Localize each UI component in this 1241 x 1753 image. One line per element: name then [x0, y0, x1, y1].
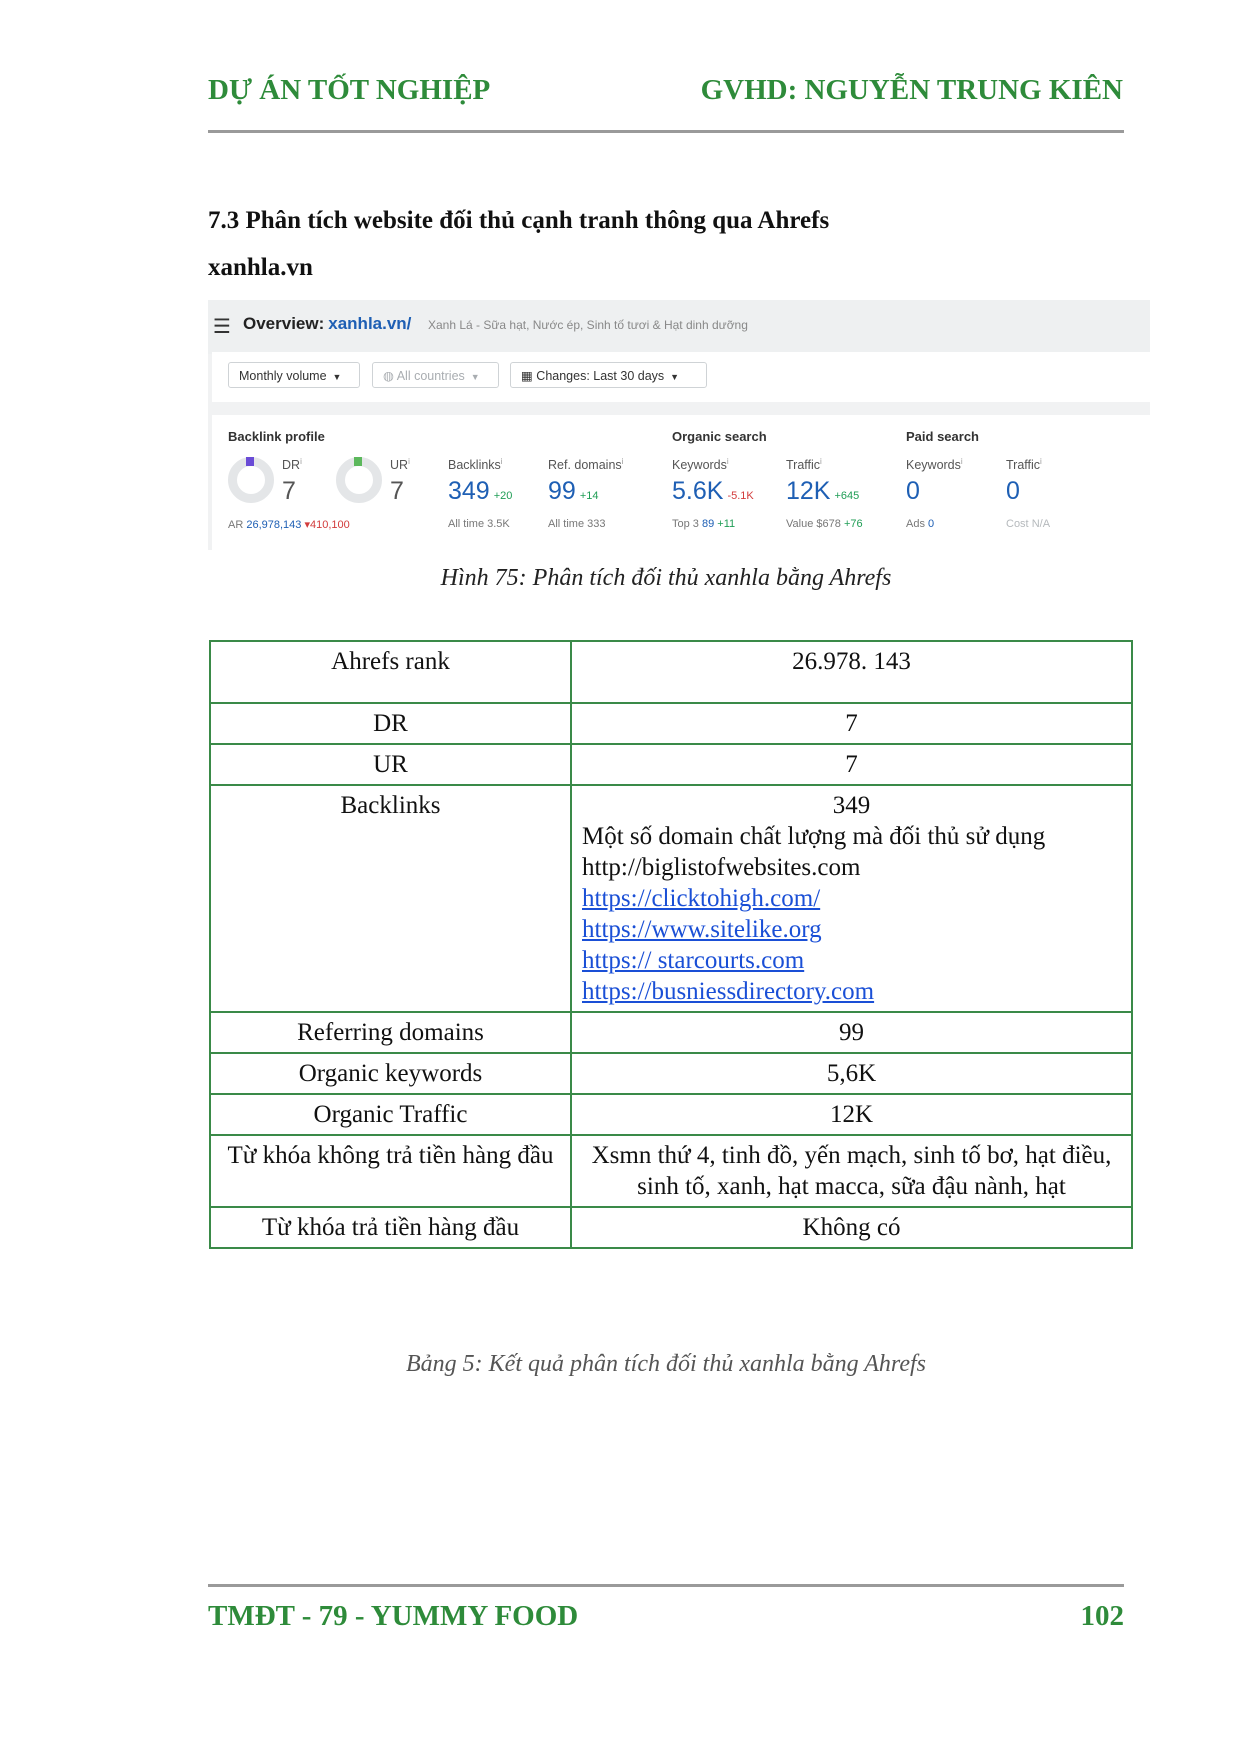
footer-divider — [208, 1584, 1124, 1587]
globe-icon: ◍ — [383, 369, 397, 383]
refdomains-alltime: All time 333 — [548, 518, 606, 530]
chevron-down-icon: ▼ — [332, 372, 342, 382]
ur-value: 7 — [390, 477, 404, 505]
row-label: Referring domains — [210, 1012, 571, 1053]
row-label: DR — [210, 703, 571, 744]
backlink-domain-link[interactable]: https://www.sitelike.org — [582, 916, 822, 943]
countries-dropdown[interactable]: ◍ All countries ▼ — [372, 362, 499, 388]
ur-donut-chart — [336, 457, 382, 503]
metrics-panel — [212, 415, 1150, 550]
figure-caption: Hình 75: Phân tích đối thủ xanhla bằng Ahrefs — [440, 565, 892, 591]
row-value: 99 — [571, 1012, 1132, 1053]
organic-keywords-label: Keywords$^i$ — [672, 457, 729, 473]
dr-value: 7 — [282, 477, 296, 505]
overview-description: Xanh Lá - Sữa hạt, Nước ép, Sinh tố tươi & Hạt dinh dưỡng — [428, 318, 748, 332]
results-table — [209, 640, 1133, 1249]
table-row — [210, 1094, 1132, 1135]
section-subheading: xanhla.vn — [208, 254, 313, 281]
dr-donut-segment — [246, 457, 254, 466]
organic-keywords-value[interactable]: 5.6K -5.1K — [672, 477, 754, 505]
paid-traffic-label: Traffic$^i$ — [1006, 457, 1042, 473]
info-icon: i — [500, 457, 503, 466]
table-row — [210, 1053, 1132, 1094]
header-divider — [208, 130, 1124, 133]
section-heading: 7.3 Phân tích website đối thủ cạnh tranh thông qua Ahrefs — [208, 207, 830, 234]
row-label: Ahrefs rank — [210, 641, 571, 703]
backlinks-count: 349 — [832, 792, 871, 819]
backlink-domain-link[interactable]: https:// starcourts.com — [582, 947, 805, 974]
backlink-domain-link[interactable]: https://clicktohigh.com/ — [582, 885, 821, 912]
backlinks-value[interactable]: 349 +20 — [448, 477, 513, 505]
backlink-profile-title: Backlink profile — [228, 429, 325, 444]
refdomains-label: Ref. domains$^i$ — [548, 457, 624, 473]
row-label: Từ khóa không trả tiền hàng đầu — [210, 1135, 571, 1207]
row-value: 12K — [571, 1094, 1132, 1135]
changes-dropdown[interactable]: ▦ Changes: Last 30 days ▼ — [510, 362, 707, 388]
organic-traffic-label: Traffic$^i$ — [786, 457, 822, 473]
refdomains-value[interactable]: 99 +14 — [548, 477, 599, 505]
row-value: 7 — [571, 744, 1132, 785]
table-row — [210, 1207, 1132, 1248]
paid-ads: Ads 0 — [906, 518, 935, 530]
table-row — [210, 744, 1132, 785]
footer-project-name: TMĐT - 79 - YUMMY FOOD — [208, 1600, 579, 1632]
paid-cost: Cost N/A — [1006, 518, 1051, 530]
organic-traffic-value-usd: Value $678 +76 — [786, 518, 863, 530]
filter-bar — [212, 352, 1150, 402]
ahrefs-overview-screenshot — [208, 300, 1150, 550]
info-icon: i — [960, 457, 963, 466]
ar-rank: AR 26,978,143 ▾410,100 — [228, 519, 350, 531]
page-footer — [208, 1600, 1124, 1640]
menu-icon: ☰ — [213, 316, 231, 338]
paid-keywords-value[interactable]: 0 — [906, 477, 920, 505]
calendar-icon: ▦ — [521, 369, 537, 383]
overview-bar — [208, 300, 1150, 354]
backlink-domain-links — [582, 883, 1121, 1007]
info-icon: i — [621, 457, 624, 466]
organic-top3: Top 3 89 +11 — [672, 518, 736, 530]
row-value: 26.978. 143 — [571, 641, 1132, 703]
row-label: Backlinks — [210, 785, 571, 1012]
table-row — [210, 703, 1132, 744]
backlinks-detail — [571, 785, 1132, 1012]
row-value: Không có — [571, 1207, 1132, 1248]
table-caption: Bảng 5: Kết quả phân tích đối thủ xanhla bằng Ahrefs — [406, 1351, 926, 1377]
paid-traffic-value[interactable]: 0 — [1006, 477, 1020, 505]
backlinks-alltime: All time 3.5K — [448, 518, 510, 530]
backlinks-label: Backlinks$^i$ — [448, 457, 503, 473]
backlink-domain-plain: http://biglistofwebsites.com — [582, 854, 861, 881]
info-icon: i — [726, 457, 729, 466]
row-label: UR — [210, 744, 571, 785]
row-label: Organic Traffic — [210, 1094, 571, 1135]
row-label: Từ khóa trả tiền hàng đầu — [210, 1207, 571, 1248]
ur-label: $UR^i$ — [390, 457, 410, 473]
dr-donut-chart — [228, 457, 274, 503]
paid-keywords-label: Keywords$^i$ — [906, 457, 963, 473]
paid-search-title: Paid search — [906, 429, 979, 444]
organic-traffic-value[interactable]: 12K +645 — [786, 477, 860, 505]
row-value: 7 — [571, 703, 1132, 744]
overview-domain: xanhla.vn/ — [328, 314, 412, 333]
row-value: 5,6K — [571, 1053, 1132, 1094]
monthly-volume-dropdown[interactable]: Monthly volume ▼ — [228, 362, 360, 388]
overview-title: Overview: xanhla.vn/ — [243, 314, 412, 333]
organic-search-title: Organic search — [672, 429, 767, 444]
info-icon: i — [820, 457, 822, 466]
table-row — [210, 1012, 1132, 1053]
ur-donut-segment — [354, 457, 362, 466]
header-supervisor: GVHD: NGUYỄN TRUNG KIÊN — [700, 74, 1123, 106]
page-header — [208, 74, 1123, 114]
header-project-title: DỰ ÁN TỐT NGHIỆP — [208, 74, 491, 106]
table-row — [210, 785, 1132, 1012]
page-number: 102 — [1080, 1600, 1124, 1632]
info-icon: i — [408, 457, 410, 466]
chevron-down-icon: ▼ — [670, 372, 680, 382]
row-value: Xsmn thứ 4, tinh đồ, yến mạch, sinh tố bơ, hạt điều, sinh tố, xanh, hạt macca, sữa đậu nành, hạt — [571, 1135, 1132, 1207]
backlinks-intro: Một số domain chất lượng mà đối thủ sử dụng — [582, 823, 1046, 850]
table-row — [210, 641, 1132, 703]
info-icon: i — [1040, 457, 1042, 466]
table-row — [210, 1135, 1132, 1207]
backlink-domain-link[interactable]: https://busniessdirectory.com — [582, 978, 875, 1005]
chevron-down-icon: ▼ — [470, 372, 480, 382]
dr-label: $DR^i$ — [282, 457, 302, 473]
info-icon: i — [300, 457, 302, 466]
row-label: Organic keywords — [210, 1053, 571, 1094]
